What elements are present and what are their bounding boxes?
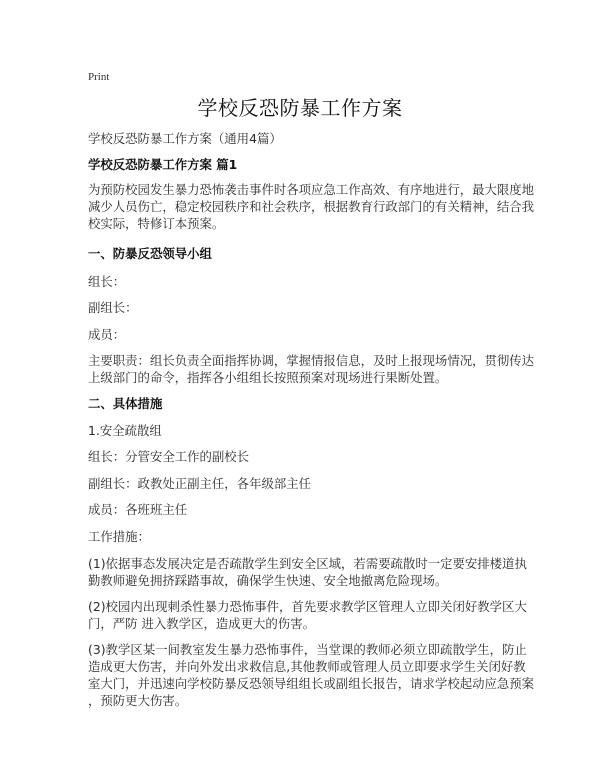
section1-leader <box>88 273 528 290</box>
section2-heading <box>88 395 528 412</box>
article-heading-text: 学校反恐防暴工作方案 篇1 <box>88 157 238 172</box>
intro-line: 校实际，特修订本预案。 <box>88 216 225 231</box>
group1-name-text: 1.安全疏散组 <box>88 423 162 438</box>
intro-paragraph <box>88 181 535 232</box>
section1-members <box>88 326 528 343</box>
section1-heading <box>88 245 528 262</box>
print-label: Print <box>88 71 110 83</box>
measure-item-3 <box>88 641 535 709</box>
subtitle-text: 学校反恐防暴工作方案（通用4篇） <box>88 131 282 146</box>
measure-line: ，预防更大伤害。 <box>88 693 188 708</box>
article-heading <box>88 156 528 173</box>
measure-item-1 <box>88 555 528 589</box>
section2-heading-text: 二、具体措施 <box>88 396 163 411</box>
section1-deputy <box>88 299 528 316</box>
group1-deputy <box>88 475 528 492</box>
measure-line: 造成更大伤害，并向外发出求救信息,其他教师或管理人员立即要求学生关闭好教 <box>88 659 526 674</box>
group1-members <box>88 501 528 518</box>
measure-line: (2)校园内出现刺杀性暴力恐怖事件，首先要求教学区管理人立即关闭好教学区大 <box>88 599 527 614</box>
group1-leader-text: 组长：分管安全工作的副校长 <box>88 449 250 464</box>
measure-item-2 <box>88 598 528 632</box>
section1-heading-text: 一、防暴反恐领导小组 <box>88 246 212 261</box>
measure-line: 门，严防 进入教学区，造成更大的伤害。 <box>88 616 315 631</box>
duties-line: 上级部门的命令，指挥各小组组长按照预案对现场进行果断处置。 <box>88 370 448 385</box>
measure-line: 室大门，并迅速向学校防暴反恐领导组组长或副组长报告，请求学校起动应急预案 <box>88 676 535 691</box>
members-text: 成员： <box>88 327 126 342</box>
measures-label-text: 工作措施： <box>88 529 150 544</box>
measure-line: (3)教学区某一间教室发生暴力恐怖事件，当堂课的教师必须立即疏散学生，防止 <box>88 642 527 657</box>
measure-line: (1)依据事态发展决定是否疏散学生到安全区域，若需要疏散时一定要安排楼道执 <box>88 556 527 571</box>
document-title: 学校反恐防暴工作方案 <box>197 96 403 120</box>
group1-name <box>88 422 528 439</box>
leader-text: 组长： <box>88 274 126 289</box>
intro-line: 减少人员伤亡，稳定校园秩序和社会秩序，根据教育行政部门的有关精神，结合我 <box>88 199 535 214</box>
intro-line: 为预防校园发生暴力恐怖袭击事件时各项应急工作高效、有序地进行，最大限度地 <box>88 182 535 197</box>
group1-deputy-text: 副组长：政教处正副主任，各年级部主任 <box>88 476 312 491</box>
section1-duties <box>88 352 535 386</box>
measure-line: 勤教师避免拥挤踩踏事故，确保学生快速、安全地撤离危险现场。 <box>88 573 448 588</box>
duties-line: 主要职责：组长负责全面指挥协调，掌握情报信息，及时上报现场情况，贯彻传达 <box>88 353 535 368</box>
measures-label <box>88 528 528 545</box>
document-subtitle <box>88 130 528 147</box>
group1-members-text: 成员：各班班主任 <box>88 502 188 517</box>
deputy-text: 副组长： <box>88 300 138 315</box>
group1-leader <box>88 448 528 465</box>
